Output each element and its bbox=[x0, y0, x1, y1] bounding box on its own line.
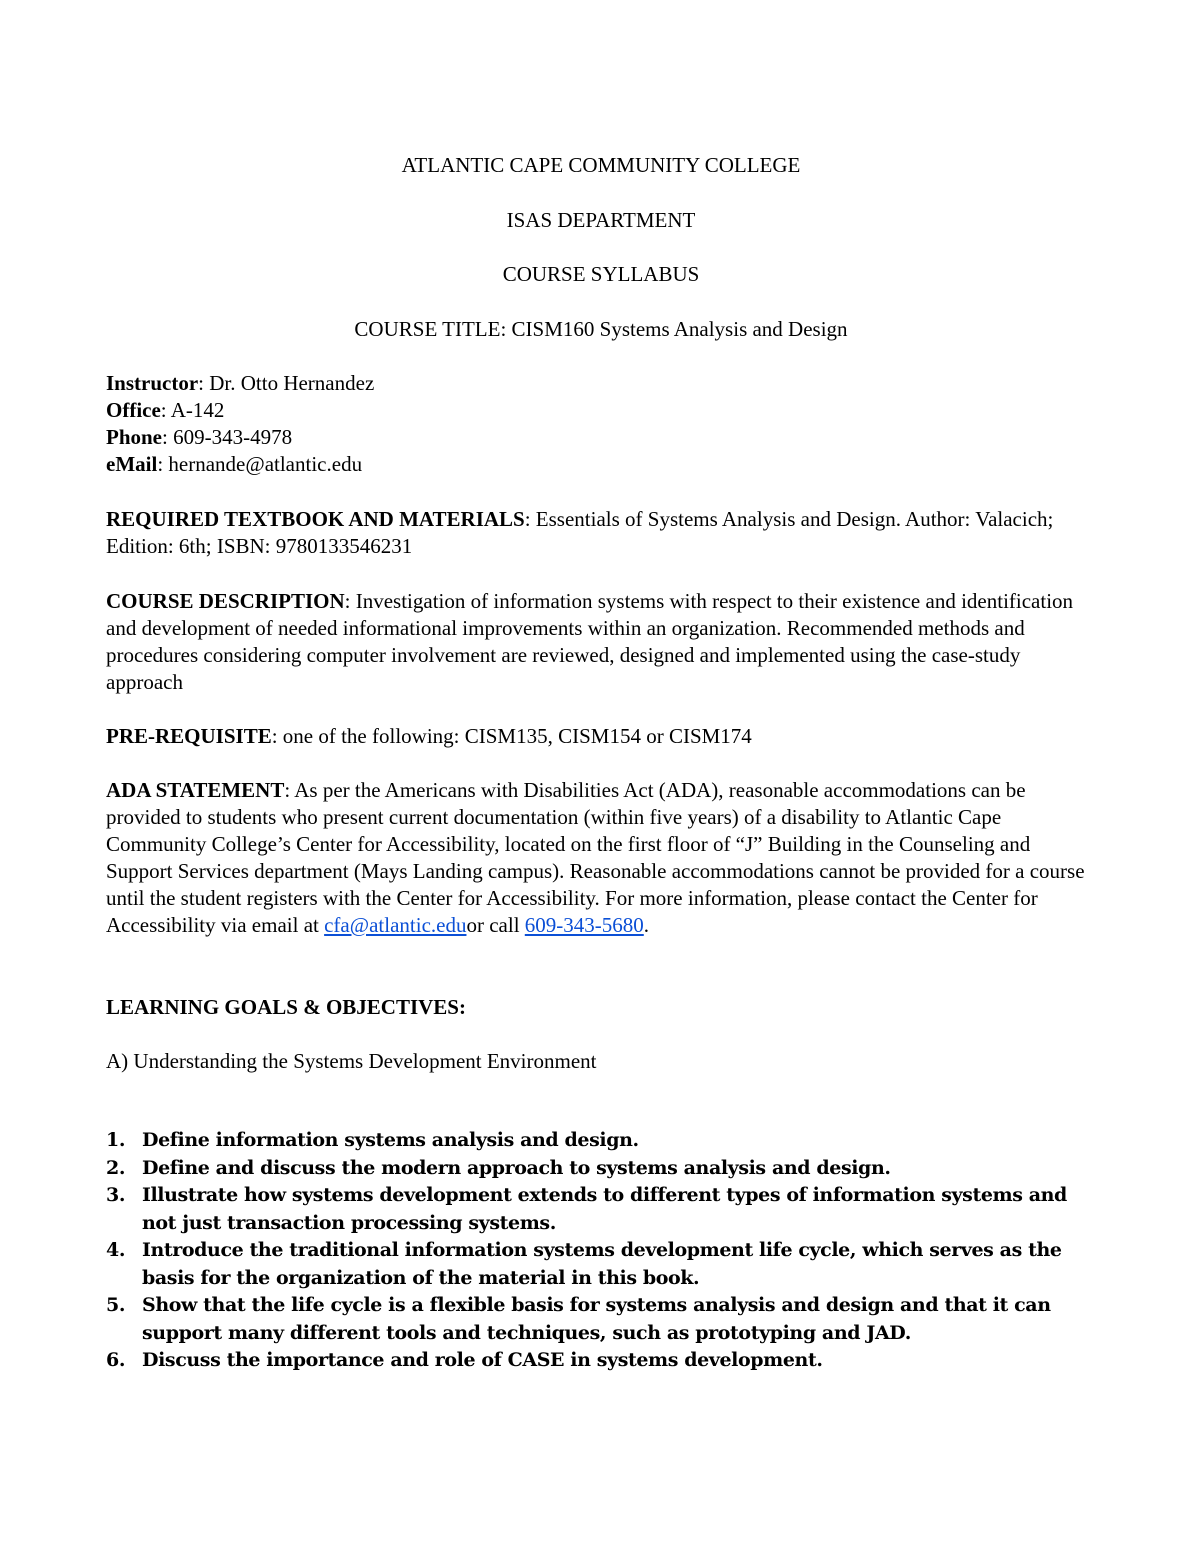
list-item-number: 4. bbox=[106, 1239, 126, 1261]
list-item-number: 5. bbox=[106, 1294, 126, 1316]
phone-label: Phone bbox=[106, 425, 163, 449]
phone-value: : 609-343-4978 bbox=[162, 425, 293, 449]
section-a-heading: A) Understanding the Systems Development Environment bbox=[106, 1049, 597, 1073]
ada-section bbox=[106, 777, 1096, 939]
list-item-text: Define and discuss the modern approach to systems analysis and design. bbox=[142, 1156, 891, 1179]
description-label: COURSE DESCRIPTION bbox=[106, 589, 345, 613]
list-item bbox=[106, 1127, 1096, 1155]
ada-middle-text: or call bbox=[466, 913, 525, 937]
instructor-value: : Dr. Otto Hernandez bbox=[198, 371, 375, 395]
list-item-number: 2. bbox=[106, 1156, 126, 1179]
list-item-text: Introduce the traditional information systems development life cycle, which serves as the basis for the organization of the material in this book. bbox=[142, 1239, 1062, 1289]
email-line bbox=[106, 451, 1096, 478]
list-item bbox=[106, 1155, 1096, 1183]
list-item-text: Show that the life cycle is a flexible basis for systems analysis and design and that it can support many different tools and techniques, such as prototyping and JAD. bbox=[142, 1294, 1051, 1344]
office-line bbox=[106, 397, 1096, 424]
list-item bbox=[106, 1292, 1096, 1347]
prerequisite-section bbox=[106, 723, 1096, 750]
office-value: : A-142 bbox=[160, 398, 225, 422]
list-item-number: 3. bbox=[106, 1184, 126, 1206]
phone-line bbox=[106, 424, 1096, 451]
ada-end-text: . bbox=[643, 913, 650, 937]
email-label: eMail bbox=[106, 452, 158, 476]
instructor-line bbox=[106, 370, 1096, 397]
ada-text: : As per the Americans with Disabilities Act (ADA), reasonable accommodations can be provided to students who present current documentation (within five years) of a disability to Atlantic Cape Community College’s Center for Accessibility, located on the first floor of “J” Building in the Counseling and Support Services department (Mays Landing campus). Reasonable accommodations cannot be provided for a course until the student registers with the Center for Accessibility. For more information, please contact the Center for Accessibility via email at bbox=[106, 778, 1085, 937]
textbook-text: : Essentials of Systems Analysis and Design. Author: Valacich; Edition: 6th; ISBN: 9780133546231 bbox=[106, 507, 1054, 558]
prerequisite-label: PRE-REQUISITE bbox=[106, 724, 272, 748]
course-title: COURSE TITLE: CISM160 Systems Analysis and Design bbox=[354, 317, 848, 341]
description-text: : Investigation of information systems with respect to their existence and identification and development of needed informational improvements within an organization. Recommended methods and procedures considering computer involvement are reviewed, designed and implemented using the case-study approach bbox=[106, 589, 1074, 694]
list-item-number: 1. bbox=[106, 1129, 126, 1151]
list-item bbox=[106, 1347, 1096, 1375]
list-item-text: Discuss the importance and role of CASE in systems development. bbox=[142, 1349, 823, 1371]
department-name: ISAS DEPARTMENT bbox=[506, 208, 696, 232]
learning-goals-heading bbox=[106, 994, 1096, 1021]
instructor-label: Instructor bbox=[106, 371, 199, 395]
email-value: : hernande@atlantic.edu bbox=[157, 452, 363, 476]
office-label: Office bbox=[106, 398, 161, 422]
ada-phone-link[interactable]: 609-343-5680 bbox=[524, 913, 644, 937]
contact-info bbox=[106, 370, 1096, 478]
college-name: ATLANTIC CAPE COMMUNITY COLLEGE bbox=[401, 153, 801, 177]
ada-email-link[interactable]: cfa@atlantic.edu bbox=[324, 913, 467, 937]
goals-list bbox=[106, 1127, 1096, 1375]
list-item-text: Illustrate how systems development extends to different types of information systems and not just transaction processing systems. bbox=[142, 1184, 1067, 1234]
description-section bbox=[106, 588, 1096, 696]
textbook-section bbox=[106, 506, 1096, 560]
list-item-number: 6. bbox=[106, 1349, 126, 1371]
ada-label: ADA STATEMENT bbox=[106, 778, 285, 802]
document-type: COURSE SYLLABUS bbox=[502, 262, 700, 286]
list-item bbox=[106, 1237, 1096, 1292]
list-item bbox=[106, 1182, 1096, 1237]
list-item-text: Define information systems analysis and design. bbox=[142, 1129, 639, 1151]
prerequisite-text: : one of the following: CISM135, CISM154 or CISM174 bbox=[271, 724, 752, 748]
textbook-label: REQUIRED TEXTBOOK AND MATERIALS bbox=[106, 507, 525, 531]
learning-goals-heading-text: LEARNING GOALS & OBJECTIVES: bbox=[106, 995, 466, 1019]
